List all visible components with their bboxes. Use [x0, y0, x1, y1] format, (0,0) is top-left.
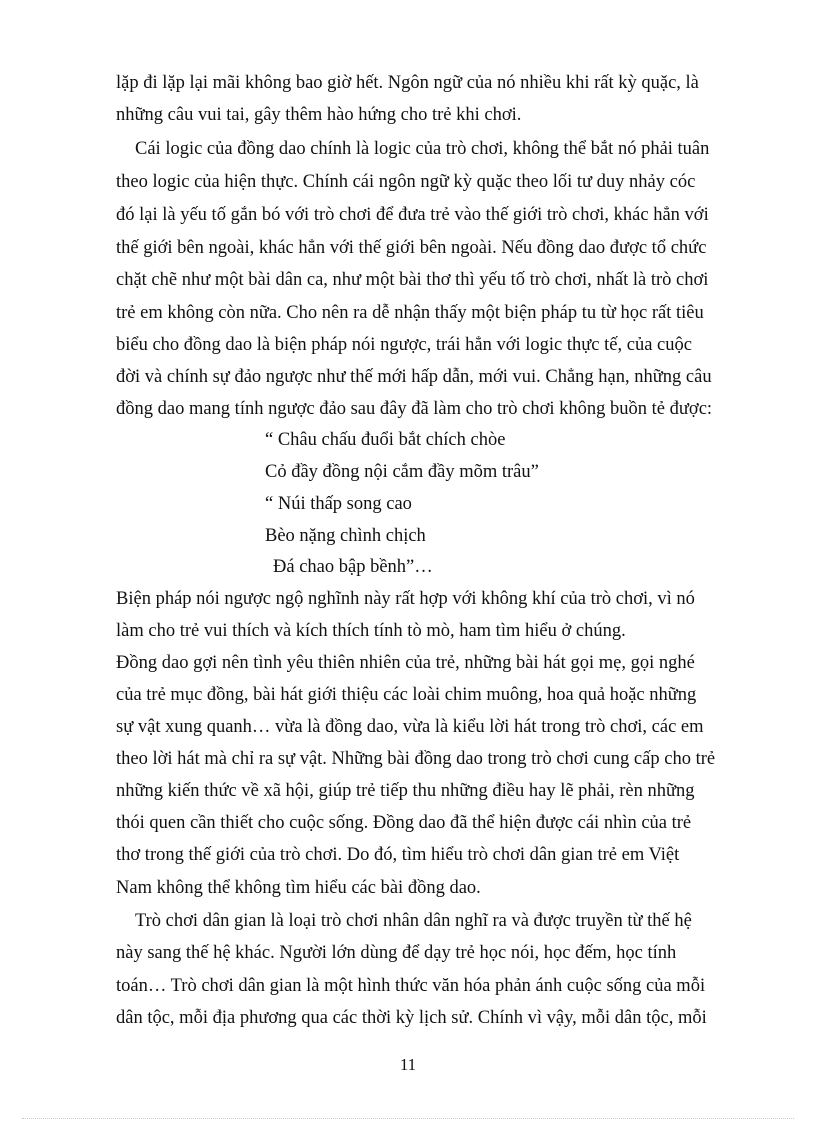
poem-line: Bèo nặng chình chịch: [265, 526, 426, 546]
poem-line: “ Châu chấu đuổi bắt chích chòe: [265, 430, 506, 450]
page-number: 11: [399, 1055, 417, 1074]
text-line: đời và chính sự đảo ngược như thế mới hấp dẫn, mới vui. Chẳng hạn, những câu: [116, 367, 712, 387]
text-line: thế giới bên ngoài, khác hẳn với thế giới bên ngoài. Nếu đồng dao được tổ chức: [116, 238, 707, 258]
text-line: chặt chẽ như một bài dân ca, như một bài thơ thì yếu tố trò chơi, nhất là trò chơi: [116, 270, 709, 290]
poem-line: Cỏ đầy đồng nội cắm đầy mõm trâu”: [265, 462, 539, 482]
text-line: của trẻ mục đồng, bài hát giới thiệu các loài chim muông, hoa quả hoặc những: [116, 685, 697, 705]
text-line: dân tộc, mỗi địa phương qua các thời kỳ lịch sử. Chính vì vậy, mỗi dân tộc, mỗi: [116, 1008, 707, 1028]
footer-divider: [22, 1118, 794, 1119]
text-line: theo lời hát mà chỉ ra sự vật. Những bài đồng dao trong trò chơi cung cấp cho trẻ: [116, 749, 716, 769]
text-line: này sang thế hệ khác. Người lớn dùng để dạy trẻ học nói, học đếm, học tính: [116, 943, 677, 963]
poem-line: Đá chao bập bềnh”…: [273, 557, 433, 577]
text-line: đó lại là yếu tố gắn bó với trò chơi để đưa trẻ vào thế giới trò chơi, khác hẳn với: [116, 205, 709, 225]
text-line: biểu cho đồng dao là biện pháp nói ngược, trái hẳn với logic thực tế, của cuộc: [116, 335, 692, 355]
text-line: Trò chơi dân gian là loại trò chơi nhân dân nghĩ ra và được truyền từ thế hệ: [135, 911, 692, 931]
text-line: theo logic của hiện thực. Chính cái ngôn ngữ kỳ quặc theo lối tư duy nhảy cóc: [116, 172, 696, 192]
text-line: Đồng dao gợi nên tình yêu thiên nhiên của trẻ, những bài hát gọi mẹ, gọi nghé: [116, 653, 695, 673]
text-line: những câu vui tai, gây thêm hào hứng cho trẻ khi chơi.: [116, 105, 522, 125]
text-line: đồng dao mang tính ngược đảo sau đây đã làm cho trò chơi không buồn tẻ được:: [116, 399, 713, 419]
text-line: Cái logic của đồng dao chính là logic của trò chơi, không thể bắt nó phải tuân: [135, 139, 710, 159]
text-line: Nam không thể không tìm hiểu các bài đồng dao.: [116, 878, 481, 898]
text-line: những kiến thức về xã hội, giúp trẻ tiếp thu những điều hay lẽ phải, rèn những: [116, 781, 695, 801]
text-line: lặp đi lặp lại mãi không bao giờ hết. Ngôn ngữ của nó nhiều khi rất kỳ quặc, là: [116, 73, 699, 93]
text-line: trẻ em không còn nữa. Cho nên ra dễ nhận thấy một biện pháp tu từ học rất tiêu: [116, 303, 704, 323]
text-line: thơ trong thế giới của trò chơi. Do đó, tìm hiểu trò chơi dân gian trẻ em Việt: [116, 845, 680, 865]
text-line: thói quen cần thiết cho cuộc sống. Đồng dao đã thể hiện được cái nhìn của trẻ: [116, 813, 692, 833]
text-line: làm cho trẻ vui thích và kích thích tính tò mò, ham tìm hiểu ở chúng.: [116, 621, 626, 641]
text-line: sự vật xung quanh… vừa là đồng dao, vừa là kiểu lời hát trong trò chơi, các em: [116, 717, 704, 737]
text-line: Biện pháp nói ngược ngộ nghĩnh này rất hợp với không khí của trò chơi, vì nó: [116, 589, 695, 609]
poem-line: “ Núi thấp song cao: [265, 494, 412, 514]
text-line: toán… Trò chơi dân gian là một hình thức văn hóa phản ánh cuộc sống của mỗi: [116, 976, 706, 996]
